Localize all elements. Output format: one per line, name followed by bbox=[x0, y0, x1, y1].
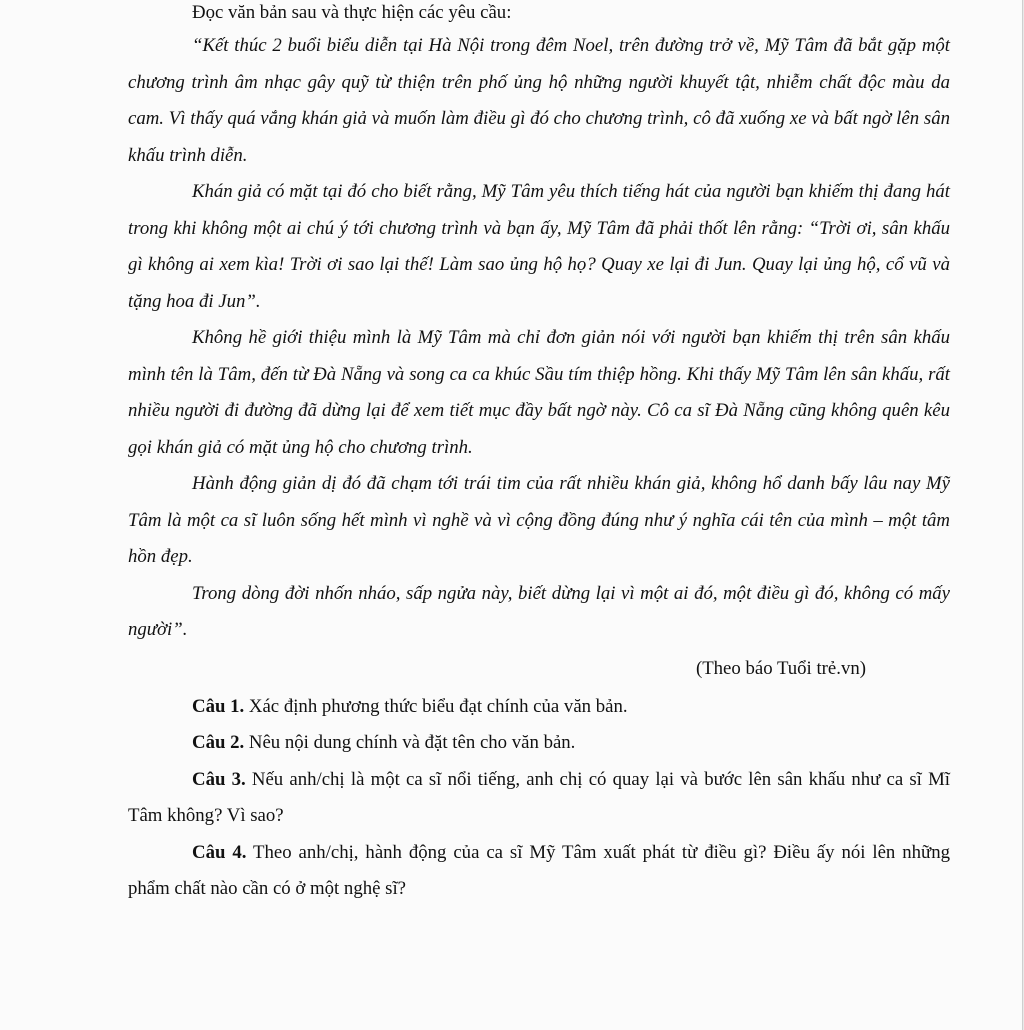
question-3-label: Câu 3. bbox=[192, 768, 246, 790]
question-2 bbox=[128, 725, 950, 762]
passage-paragraph-4: Hành động giản dị đó đã chạm tới trái tim của rất nhiều khán giả, không hổ danh bấy lâu nay Mỹ Tâm là một ca sĩ luôn sống hết mình vì nghề và vì cộng đồng đúng như ý nghĩa cái tên của mình – một tâm hồn đẹp. bbox=[128, 473, 950, 567]
document-body bbox=[128, 0, 950, 908]
question-4-text: Theo anh/chị, hành động của ca sĩ Mỹ Tâm xuất phát từ điều gì? Điều ấy nói lên những phẩm chất nào cần có ở một nghệ sĩ? bbox=[128, 841, 950, 899]
passage-paragraph-3: Không hề giới thiệu mình là Mỹ Tâm mà chỉ đơn giản nói với người bạn khiếm thị trên sân khấu mình tên là Tâm, đến từ Đà Nẵng và song ca ca khúc Sầu tím thiệp hồng. Khi thấy Mỹ Tâm lên sân khấu, rất nhiều người đi đường đã dừng lại để xem tiết mục đầy bất ngờ này. Cô ca sĩ Đà Nẵng cũng không quên kêu gọi khán giả có mặt ủng hộ cho chương trình. bbox=[128, 327, 950, 458]
question-1-text: Xác định phương thức biểu đạt chính của văn bản. bbox=[244, 695, 628, 717]
instruction-line: Đọc văn bản sau và thực hiện các yêu cầu: bbox=[192, 2, 512, 23]
passage-paragraph-5: Trong dòng đời nhốn nháo, sấp ngửa này, biết dừng lại vì một ai đó, một điều gì đó, không có mấy người”. bbox=[128, 582, 950, 640]
question-4 bbox=[128, 835, 950, 908]
question-list bbox=[128, 689, 950, 908]
source-citation: (Theo báo Tuổi trẻ.vn) bbox=[695, 657, 866, 679]
reading-passage bbox=[128, 28, 950, 649]
question-3 bbox=[128, 762, 950, 835]
passage-paragraph-2: Khán giả có mặt tại đó cho biết rằng, Mỹ Tâm yêu thích tiếng hát của người bạn khiếm thị đang hát trong khi không một ai chú ý tới chương trình và bạn ấy, Mỹ Tâm đã phải thốt lên rằng: “Trời ơi, sân khấu gì không ai xem kìa! Trời ơi sao lại thế! Làm sao ủng hộ họ? Quay xe lại đi Jun. Quay lại ủng hộ, cổ vũ và tặng hoa đi Jun”. bbox=[128, 181, 950, 312]
question-2-label: Câu 2. bbox=[192, 732, 245, 753]
passage-paragraph-1: “Kết thúc 2 buổi biểu diễn tại Hà Nội trong đêm Noel, trên đường trở về, Mỹ Tâm đã bắt gặp một chương trình âm nhạc gây quỹ từ thiện trên phố ủng hộ những người khuyết tật, nhiễm chất độc màu da cam. Vì thấy quá vắng khán giả và muốn làm điều gì đó cho chương trình, cô đã xuống xe và bất ngờ lên sân khấu trình diễn. bbox=[128, 35, 950, 166]
question-1 bbox=[128, 689, 950, 726]
question-1-label: Câu 1. bbox=[192, 695, 245, 717]
question-2-text: Nêu nội dung chính và đặt tên cho văn bản. bbox=[244, 732, 576, 753]
question-3-text: Nếu anh/chị là một ca sĩ nổi tiếng, anh chị có quay lại và bước lên sân khấu như ca sĩ Mĩ Tâm không? Vì sao? bbox=[128, 768, 950, 826]
question-4-label: Câu 4. bbox=[192, 841, 247, 863]
